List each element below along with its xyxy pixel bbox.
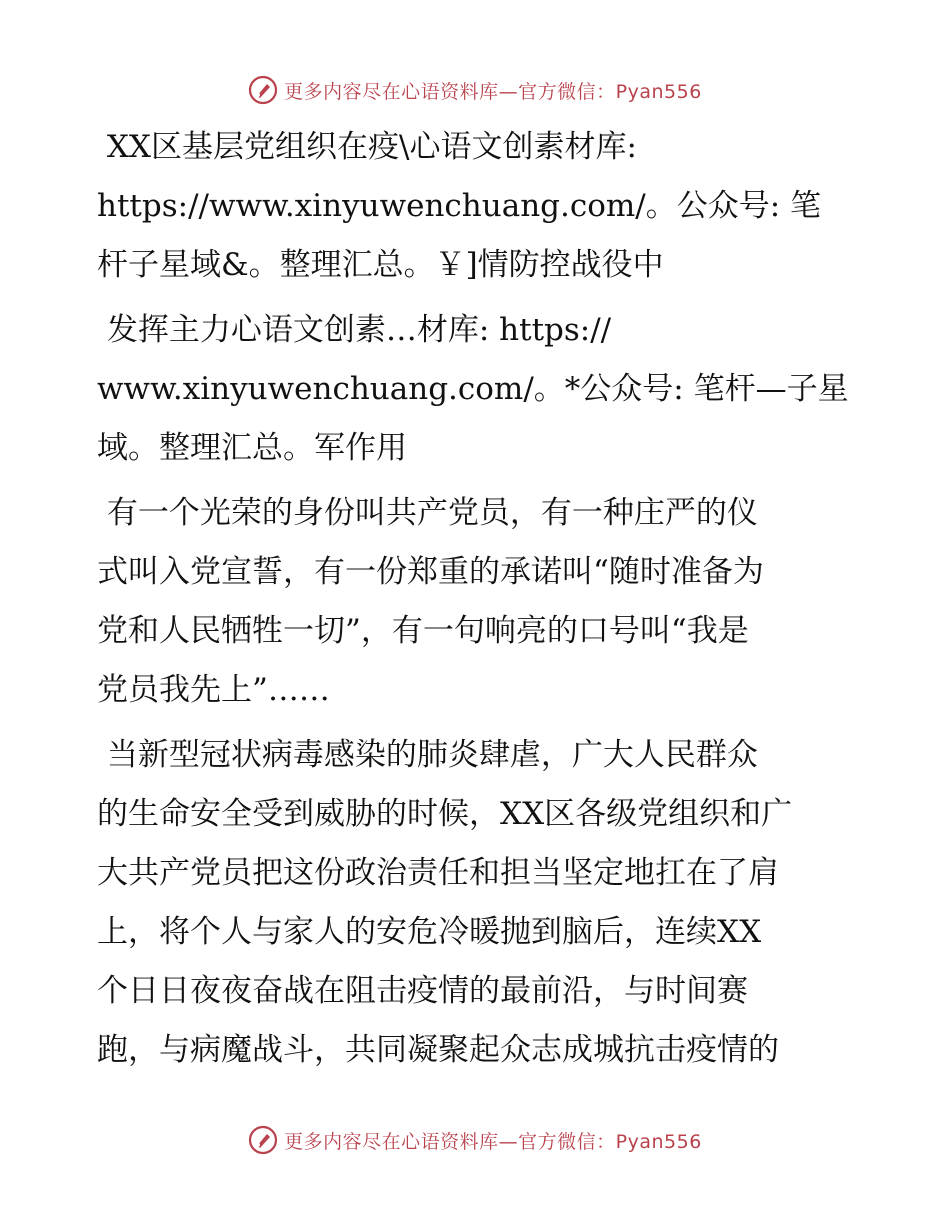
line: 杆子星域&。整理汇总。￥]情防控战役中	[97, 247, 664, 283]
line: 域。整理汇总。军作用	[97, 430, 407, 466]
paragraph-3	[97, 484, 857, 720]
line: 当新型冠状病毒感染的肺炎肆虐，广大人民群众	[97, 737, 758, 773]
pen-logo-icon	[248, 75, 278, 105]
line: XX区基层党组织在疫\心语文创素材库:	[97, 129, 637, 165]
line: 式叫入党宣誓，有一份郑重的承诺叫“随时准备为	[97, 554, 764, 590]
line: 大共产党员把这份政治责任和担当坚定地扛在了肩	[97, 855, 779, 891]
paragraph-2	[97, 301, 857, 478]
line: 的生命安全受到威胁的时候，XX区各级党组织和广	[97, 796, 793, 832]
footer-banner-text: 更多内容尽在心语资料库—官方微信：Pyan556	[284, 1130, 702, 1153]
footer-banner	[0, 1120, 950, 1160]
line: www.xinyuwenchuang.com/。*公众号: 笔杆—子星	[97, 371, 849, 407]
header-banner-text: 更多内容尽在心语资料库—官方微信：Pyan556	[284, 80, 702, 103]
line: 有一个光荣的身份叫共产党员，有一种庄严的仪	[97, 495, 758, 531]
line: 党和人民牺牲一切”，有一句响亮的口号叫“我是	[97, 613, 749, 649]
line: 上，将个人与家人的安危冷暖抛到脑后，连续XX	[97, 914, 762, 950]
paragraph-4	[97, 726, 857, 1080]
line: 党员我先上”……	[97, 672, 330, 708]
line: 跑，与病魔战斗，共同凝聚起众志成城抗击疫情的	[97, 1032, 779, 1068]
line: https://www.xinyuwenchuang.com/。公众号: 笔	[97, 188, 822, 224]
paragraph-1	[97, 118, 857, 295]
line: 个日日夜夜奋战在阻击疫情的最前沿，与时间赛	[97, 973, 748, 1009]
document-body	[97, 118, 857, 1086]
line: 发挥主力心语文创素…材库: https://	[97, 312, 612, 348]
header-banner	[0, 70, 950, 110]
pen-logo-icon	[248, 1125, 278, 1155]
